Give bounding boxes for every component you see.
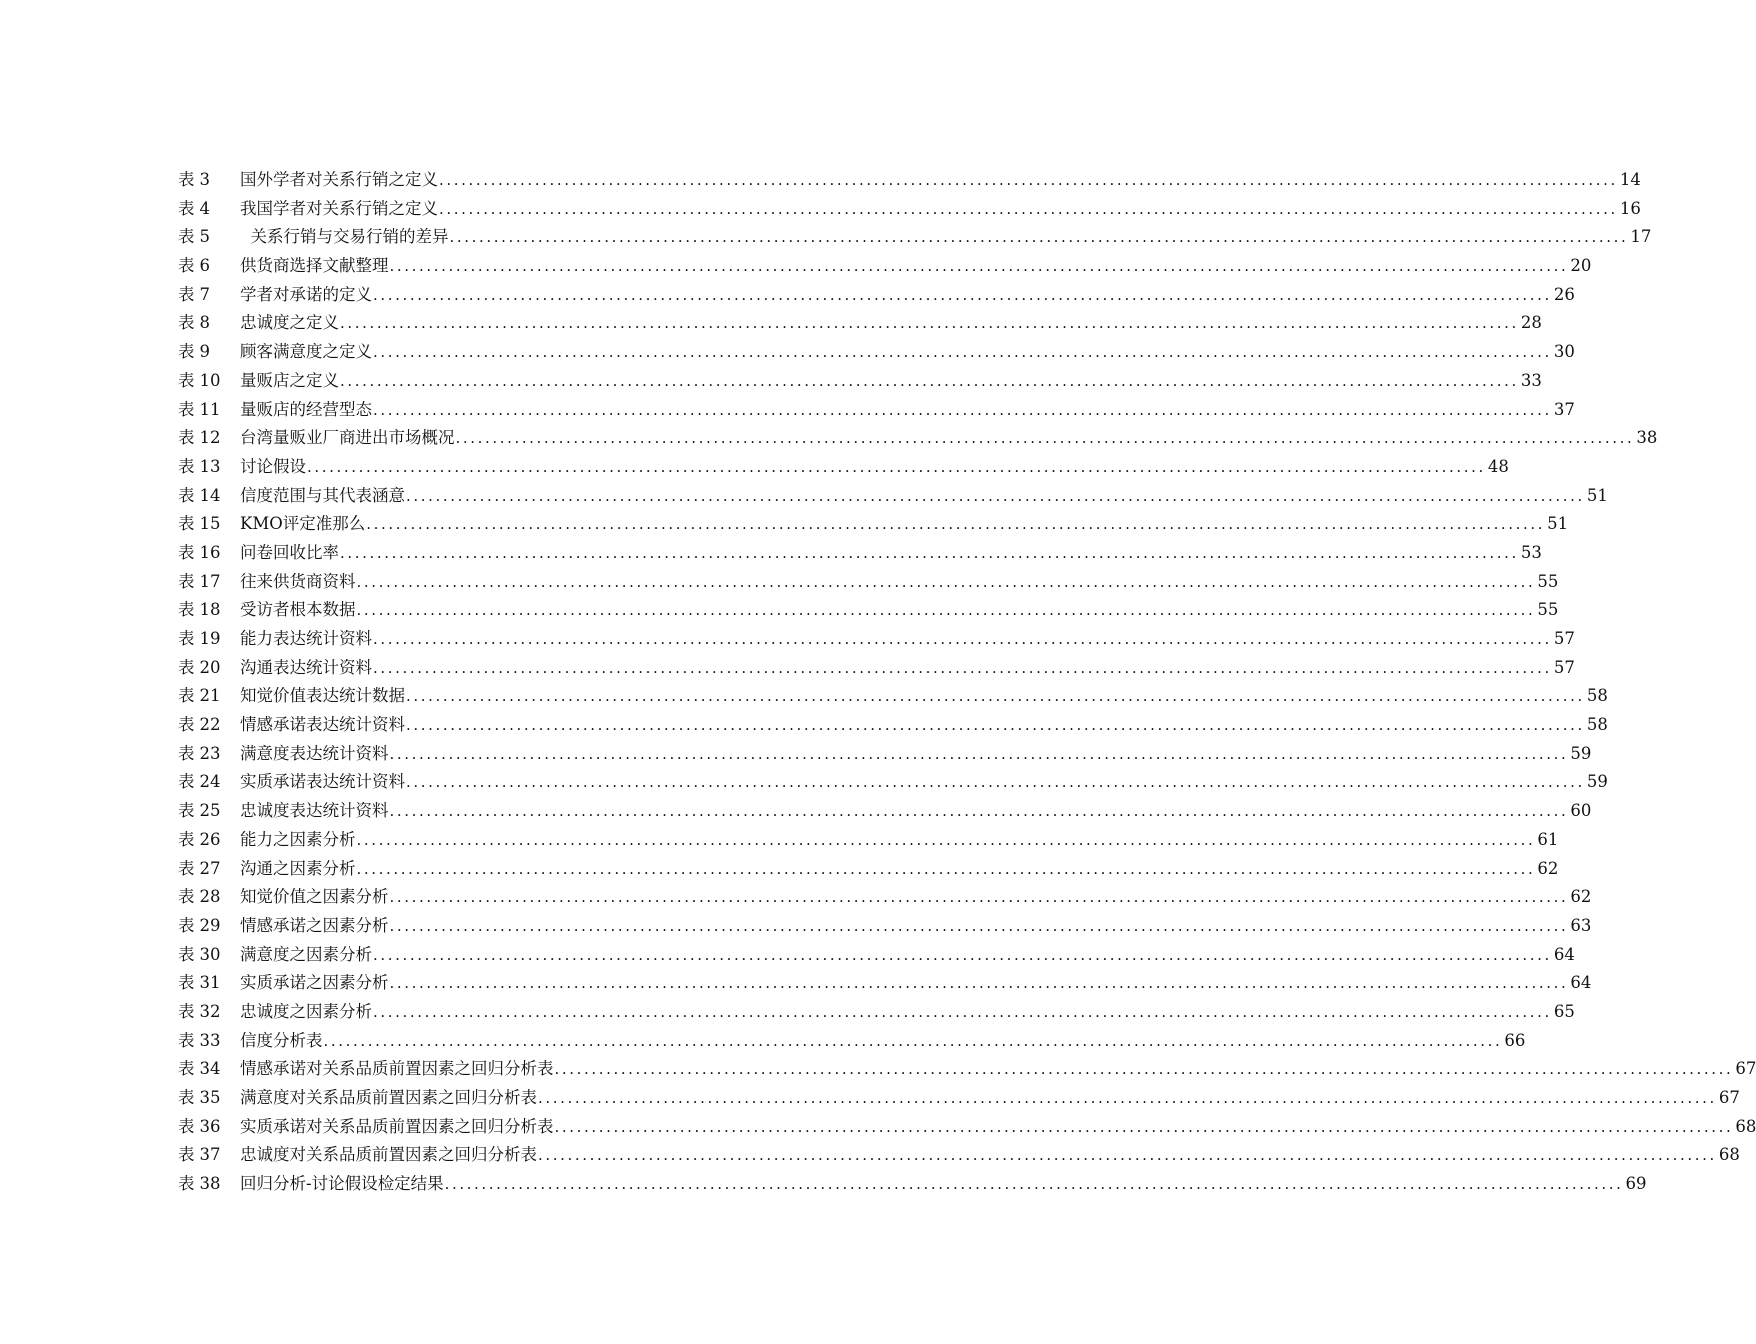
toc-dot-leader: ................................................................................................................................................................ bbox=[439, 199, 1618, 218]
toc-entry-label bbox=[178, 1170, 240, 1199]
toc-entry-number: 30 bbox=[199, 944, 221, 964]
toc-entry-title: 国外学者对关系行销之定义 bbox=[240, 170, 438, 189]
toc-entry[interactable] bbox=[178, 998, 1575, 1027]
toc-entry-title: 忠诚度对关系品质前置因素之回归分析表 bbox=[240, 1145, 537, 1165]
toc-entry-prefix: 表 bbox=[178, 1001, 195, 1021]
toc-entry-prefix: 表 bbox=[178, 915, 195, 935]
toc-dot-leader: ................................................................................................................................................................ bbox=[439, 171, 1618, 189]
toc-entry-number: 25 bbox=[199, 801, 221, 821]
toc-entry[interactable] bbox=[178, 1084, 1740, 1113]
toc-dot-leader: ................................................................................................................................................................ bbox=[449, 228, 1629, 247]
toc-entry-label bbox=[178, 1113, 240, 1142]
toc-dot-leader: ................................................................................................................................................................ bbox=[356, 601, 1536, 620]
toc-entry[interactable] bbox=[178, 625, 1575, 654]
toc-entry-title: 忠诚度表达统计资料 bbox=[240, 801, 389, 821]
toc-entry-label bbox=[178, 625, 240, 654]
toc-entry-label bbox=[178, 855, 240, 884]
toc-entry[interactable] bbox=[178, 568, 1559, 597]
toc-dot-leader: ................................................................................................................................................................ bbox=[373, 1002, 1552, 1021]
table-of-contents-list bbox=[178, 166, 1756, 1199]
toc-entry-label bbox=[178, 223, 240, 252]
toc-entry[interactable] bbox=[178, 682, 1608, 711]
toc-entry[interactable] bbox=[178, 740, 1592, 769]
toc-entry-page-number: 64 bbox=[1570, 973, 1592, 993]
toc-entry-label bbox=[178, 1027, 240, 1056]
toc-entry-title: KMO评定准那么 bbox=[240, 514, 366, 534]
toc-entry[interactable] bbox=[178, 855, 1559, 884]
toc-entry-number: 21 bbox=[199, 686, 221, 706]
toc-entry-number: 27 bbox=[199, 858, 221, 878]
toc-entry-page-number: 58 bbox=[1586, 686, 1608, 706]
toc-entry-page-number: 30 bbox=[1553, 342, 1575, 362]
toc-entry-number: 26 bbox=[199, 829, 221, 849]
toc-entry-number: 14 bbox=[199, 485, 221, 505]
toc-entry-label bbox=[178, 453, 240, 482]
toc-entry-number: 33 bbox=[199, 1030, 221, 1050]
toc-entry-label bbox=[178, 1141, 240, 1170]
toc-entry-prefix: 表 bbox=[178, 456, 195, 476]
toc-dot-leader: ................................................................................................................................................................ bbox=[554, 1060, 1734, 1079]
toc-entry-page-number: 55 bbox=[1537, 571, 1559, 591]
toc-entry-title: 忠诚度之定义 bbox=[240, 313, 339, 333]
toc-entry-title: 能力表达统计资料 bbox=[240, 629, 372, 648]
toc-entry-number: 8 bbox=[199, 313, 210, 333]
toc-entry-prefix: 表 bbox=[178, 1116, 195, 1136]
toc-entry-prefix: 表 bbox=[178, 1059, 195, 1079]
toc-entry-title: 情感承诺对关系品质前置因素之回归分析表 bbox=[240, 1059, 554, 1079]
toc-entry[interactable] bbox=[178, 826, 1559, 855]
toc-entry-page-number: 63 bbox=[1570, 915, 1592, 935]
toc-entry[interactable] bbox=[178, 223, 1652, 252]
toc-entry[interactable] bbox=[178, 768, 1608, 797]
toc-entry-label bbox=[178, 195, 240, 224]
toc-entry-prefix: 表 bbox=[178, 342, 195, 362]
toc-entry-number: 37 bbox=[199, 1145, 221, 1165]
toc-entry-title: 满意度之因素分析 bbox=[240, 944, 372, 964]
toc-entry-title: 往来供货商资料 bbox=[240, 571, 356, 591]
toc-entry-label bbox=[178, 912, 240, 941]
toc-entry-prefix: 表 bbox=[178, 1145, 195, 1165]
toc-entry[interactable] bbox=[178, 797, 1592, 826]
toc-entry-title: 供货商选择文献整理 bbox=[240, 256, 389, 276]
toc-dot-leader: ................................................................................................................................................................ bbox=[455, 429, 1635, 448]
toc-entry-prefix: 表 bbox=[178, 657, 195, 677]
toc-entry-label bbox=[178, 998, 240, 1027]
toc-entry-title: 量贩店的经营型态 bbox=[240, 399, 372, 419]
toc-entry-label bbox=[178, 482, 240, 511]
toc-entry-page-number: 48 bbox=[1487, 456, 1509, 476]
toc-dot-leader: ................................................................................................................................................................ bbox=[444, 1175, 1624, 1194]
toc-entry-title: 关系行销与交易行销的差异 bbox=[240, 227, 449, 247]
toc-dot-leader: ................................................................................................................................................................ bbox=[406, 687, 1585, 706]
toc-entry-label bbox=[178, 596, 240, 625]
toc-dot-leader: ................................................................................................................................................................ bbox=[373, 285, 1552, 304]
toc-entry-prefix: 表 bbox=[178, 198, 195, 218]
toc-entry-prefix: 表 bbox=[178, 1088, 195, 1107]
toc-entry-title: 实质承诺之因素分析 bbox=[240, 973, 389, 993]
toc-entry-prefix: 表 bbox=[178, 571, 195, 591]
toc-entry-number: 12 bbox=[199, 428, 221, 448]
toc-entry-label bbox=[178, 1084, 240, 1113]
toc-entry-prefix: 表 bbox=[178, 399, 195, 419]
toc-entry-number: 34 bbox=[199, 1059, 221, 1079]
toc-entry-number: 9 bbox=[199, 342, 210, 362]
toc-entry-prefix: 表 bbox=[178, 686, 195, 706]
toc-dot-leader: ................................................................................................................................................................ bbox=[340, 543, 1519, 562]
toc-entry[interactable] bbox=[178, 338, 1575, 367]
toc-entry-label bbox=[178, 826, 240, 855]
toc-entry-prefix: 表 bbox=[178, 170, 195, 189]
toc-entry-title: 沟通表达统计资料 bbox=[240, 657, 372, 677]
toc-entry-number: 28 bbox=[199, 887, 221, 907]
toc-entry-prefix: 表 bbox=[178, 227, 195, 247]
toc-entry-title: 问卷回收比率 bbox=[240, 542, 339, 562]
toc-entry-prefix: 表 bbox=[178, 313, 195, 333]
toc-entry-page-number: 51 bbox=[1547, 514, 1569, 534]
toc-entry-label bbox=[178, 367, 240, 396]
toc-dot-leader: ................................................................................................................................................................ bbox=[356, 859, 1536, 878]
toc-entry-prefix: 表 bbox=[178, 256, 195, 276]
toc-entry-page-number: 14 bbox=[1619, 170, 1641, 189]
toc-dot-leader: ................................................................................................................................................................ bbox=[340, 371, 1519, 390]
toc-dot-leader: ................................................................................................................................................................ bbox=[373, 400, 1552, 419]
toc-dot-leader: ................................................................................................................................................................ bbox=[389, 974, 1569, 993]
toc-entry-prefix: 表 bbox=[178, 600, 195, 620]
toc-entry-title: 能力之因素分析 bbox=[240, 829, 356, 849]
toc-entry-number: 5 bbox=[199, 227, 210, 247]
toc-entry-number: 10 bbox=[199, 370, 221, 390]
toc-entry-page-number: 51 bbox=[1586, 485, 1608, 505]
toc-entry-label bbox=[178, 740, 240, 769]
toc-dot-leader: ................................................................................................................................................................ bbox=[373, 343, 1552, 362]
toc-entry[interactable] bbox=[178, 1141, 1740, 1170]
toc-entry-page-number: 53 bbox=[1520, 542, 1542, 562]
toc-entry-prefix: 表 bbox=[178, 743, 195, 763]
toc-entry-number: 15 bbox=[199, 514, 221, 534]
toc-entry[interactable] bbox=[178, 309, 1542, 338]
toc-entry-label bbox=[178, 309, 240, 338]
toc-entry-page-number: 68 bbox=[1735, 1116, 1756, 1136]
toc-entry-prefix: 表 bbox=[178, 514, 195, 534]
toc-entry-title: 讨论假设 bbox=[240, 456, 306, 476]
toc-entry-label bbox=[178, 711, 240, 740]
toc-entry-label bbox=[178, 539, 240, 568]
toc-entry-number: 35 bbox=[199, 1088, 221, 1107]
toc-entry-prefix: 表 bbox=[178, 284, 195, 304]
toc-entry-number: 24 bbox=[199, 772, 221, 792]
toc-entry-prefix: 表 bbox=[178, 944, 195, 964]
toc-dot-leader: ................................................................................................................................................................ bbox=[356, 572, 1536, 591]
toc-entry[interactable] bbox=[178, 252, 1592, 281]
toc-entry-title: 信度分析表 bbox=[240, 1030, 323, 1050]
toc-entry-title: 受访者根本数据 bbox=[240, 600, 356, 620]
toc-dot-leader: ................................................................................................................................................................ bbox=[554, 1117, 1734, 1136]
toc-entry[interactable] bbox=[178, 1170, 1647, 1199]
toc-entry-number: 19 bbox=[199, 629, 221, 648]
toc-dot-leader: ................................................................................................................................................................ bbox=[389, 257, 1569, 276]
toc-entry-page-number: 33 bbox=[1520, 370, 1542, 390]
toc-entry-number: 11 bbox=[199, 399, 221, 419]
toc-entry-number: 16 bbox=[199, 542, 221, 562]
toc-entry-number: 18 bbox=[199, 600, 221, 620]
toc-entry-label bbox=[178, 969, 240, 998]
toc-entry[interactable] bbox=[178, 1055, 1756, 1084]
toc-entry-label bbox=[178, 883, 240, 912]
toc-entry-number: 32 bbox=[199, 1001, 221, 1021]
toc-dot-leader: ................................................................................................................................................................ bbox=[366, 515, 1546, 534]
toc-dot-leader: ................................................................................................................................................................ bbox=[373, 630, 1552, 648]
toc-entry-page-number: 62 bbox=[1570, 887, 1592, 907]
toc-entry-title: 满意度对关系品质前置因素之回归分析表 bbox=[240, 1088, 537, 1107]
toc-entry-title: 沟通之因素分析 bbox=[240, 858, 356, 878]
toc-entry-label bbox=[178, 654, 240, 683]
toc-dot-leader: ................................................................................................................................................................ bbox=[389, 888, 1569, 907]
toc-dot-leader: ................................................................................................................................................................ bbox=[373, 945, 1552, 964]
toc-entry-title: 情感承诺表达统计资料 bbox=[240, 715, 405, 735]
toc-entry-page-number: 61 bbox=[1537, 829, 1559, 849]
toc-entry-page-number: 26 bbox=[1553, 284, 1575, 304]
toc-entry-label bbox=[178, 941, 240, 970]
toc-entry[interactable] bbox=[178, 941, 1575, 970]
toc-dot-leader: ................................................................................................................................................................ bbox=[389, 802, 1569, 821]
toc-entry-title: 情感承诺之因素分析 bbox=[240, 915, 389, 935]
toc-entry-prefix: 表 bbox=[178, 973, 195, 993]
toc-dot-leader: ................................................................................................................................................................ bbox=[323, 1031, 1503, 1050]
toc-entry-prefix: 表 bbox=[178, 1030, 195, 1050]
toc-entry-number: 20 bbox=[199, 657, 221, 677]
toc-entry-page-number: 59 bbox=[1586, 772, 1608, 792]
toc-entry-page-number: 62 bbox=[1537, 858, 1559, 878]
toc-entry-number: 17 bbox=[199, 571, 221, 591]
toc-entry-label bbox=[178, 252, 240, 281]
toc-entry-title: 满意度表达统计资料 bbox=[240, 743, 389, 763]
toc-entry-label bbox=[178, 424, 240, 453]
toc-entry-page-number: 16 bbox=[1619, 198, 1641, 218]
toc-entry-page-number: 65 bbox=[1553, 1001, 1575, 1021]
toc-entry-page-number: 68 bbox=[1718, 1145, 1740, 1165]
toc-entry-page-number: 55 bbox=[1537, 600, 1559, 620]
toc-entry-number: 6 bbox=[199, 256, 210, 276]
toc-entry-page-number: 59 bbox=[1570, 743, 1592, 763]
toc-entry-page-number: 20 bbox=[1570, 256, 1592, 276]
toc-dot-leader: ................................................................................................................................................................ bbox=[538, 1146, 1717, 1165]
toc-entry-prefix: 表 bbox=[178, 485, 195, 505]
toc-entry-number: 38 bbox=[199, 1174, 221, 1194]
toc-entry-page-number: 28 bbox=[1520, 313, 1542, 333]
toc-entry-page-number: 67 bbox=[1735, 1059, 1756, 1079]
toc-entry-number: 36 bbox=[199, 1116, 221, 1136]
toc-entry-prefix: 表 bbox=[178, 858, 195, 878]
toc-entry-prefix: 表 bbox=[178, 715, 195, 735]
toc-entry-title: 我国学者对关系行销之定义 bbox=[240, 198, 438, 218]
toc-entry-number: 3 bbox=[199, 170, 210, 189]
toc-entry-page-number: 57 bbox=[1553, 657, 1575, 677]
toc-entry[interactable] bbox=[178, 166, 1641, 195]
toc-entry[interactable] bbox=[178, 596, 1559, 625]
toc-entry[interactable] bbox=[178, 396, 1575, 425]
toc-dot-leader: ................................................................................................................................................................ bbox=[389, 916, 1569, 935]
toc-entry-page-number: 58 bbox=[1586, 715, 1608, 735]
toc-entry[interactable] bbox=[178, 539, 1542, 568]
toc-entry-label bbox=[178, 166, 240, 195]
toc-entry[interactable] bbox=[178, 1027, 1526, 1056]
toc-entry-title: 实质承诺表达统计资料 bbox=[240, 772, 405, 792]
toc-entry-title: 学者对承诺的定义 bbox=[240, 284, 372, 304]
toc-entry-page-number: 67 bbox=[1718, 1088, 1740, 1107]
toc-entry-title: 忠诚度之因素分析 bbox=[240, 1001, 372, 1021]
toc-entry-page-number: 57 bbox=[1553, 629, 1575, 648]
toc-entry-prefix: 表 bbox=[178, 428, 195, 448]
toc-entry-title: 知觉价值表达统计数据 bbox=[240, 686, 405, 706]
toc-entry[interactable] bbox=[178, 281, 1575, 310]
toc-entry-number: 22 bbox=[199, 715, 221, 735]
toc-entry[interactable] bbox=[178, 912, 1592, 941]
toc-entry-title: 信度范围与其代表涵意 bbox=[240, 485, 405, 505]
toc-entry-page-number: 37 bbox=[1553, 399, 1575, 419]
toc-dot-leader: ................................................................................................................................................................ bbox=[406, 773, 1585, 792]
toc-entry[interactable] bbox=[178, 195, 1641, 224]
toc-entry-page-number: 69 bbox=[1625, 1174, 1647, 1194]
toc-entry-label bbox=[178, 510, 240, 539]
toc-entry-number: 4 bbox=[199, 198, 210, 218]
toc-entry-label bbox=[178, 797, 240, 826]
toc-entry[interactable] bbox=[178, 424, 1658, 453]
toc-entry-title: 量贩店之定义 bbox=[240, 370, 339, 390]
toc-entry[interactable] bbox=[178, 367, 1542, 396]
toc-entry-label bbox=[178, 682, 240, 711]
toc-entry-page-number: 64 bbox=[1553, 944, 1575, 964]
toc-entry-title: 实质承诺对关系品质前置因素之回归分析表 bbox=[240, 1116, 554, 1136]
toc-entry-number: 23 bbox=[199, 743, 221, 763]
toc-entry-prefix: 表 bbox=[178, 829, 195, 849]
toc-entry-title: 知觉价值之因素分析 bbox=[240, 887, 389, 907]
toc-entry[interactable] bbox=[178, 969, 1592, 998]
toc-entry[interactable] bbox=[178, 1113, 1756, 1142]
toc-entry-prefix: 表 bbox=[178, 887, 195, 907]
toc-entry-prefix: 表 bbox=[178, 801, 195, 821]
toc-entry-number: 31 bbox=[199, 973, 221, 993]
toc-entry-prefix: 表 bbox=[178, 542, 195, 562]
toc-entry-label bbox=[178, 768, 240, 797]
toc-dot-leader: ................................................................................................................................................................ bbox=[538, 1089, 1717, 1107]
toc-dot-leader: ................................................................................................................................................................ bbox=[406, 486, 1585, 505]
toc-entry-page-number: 60 bbox=[1570, 801, 1592, 821]
toc-entry-page-number: 38 bbox=[1636, 428, 1658, 448]
toc-entry-number: 7 bbox=[199, 284, 210, 304]
toc-dot-leader: ................................................................................................................................................................ bbox=[307, 457, 1486, 476]
toc-entry-number: 29 bbox=[199, 915, 221, 935]
toc-entry-number: 13 bbox=[199, 456, 221, 476]
toc-entry-prefix: 表 bbox=[178, 629, 195, 648]
toc-dot-leader: ................................................................................................................................................................ bbox=[389, 744, 1569, 763]
toc-entry-page-number: 66 bbox=[1504, 1030, 1526, 1050]
toc-entry-prefix: 表 bbox=[178, 370, 195, 390]
toc-entry[interactable] bbox=[178, 453, 1509, 482]
toc-dot-leader: ................................................................................................................................................................ bbox=[373, 658, 1552, 677]
toc-entry[interactable] bbox=[178, 711, 1608, 740]
toc-entry-title: 回归分析-讨论假设检定结果 bbox=[240, 1174, 444, 1194]
toc-dot-leader: ................................................................................................................................................................ bbox=[356, 830, 1536, 849]
toc-entry-label bbox=[178, 1055, 240, 1084]
toc-entry[interactable] bbox=[178, 883, 1592, 912]
toc-entry[interactable] bbox=[178, 510, 1569, 539]
toc-entry-title: 顾客满意度之定义 bbox=[240, 342, 372, 362]
toc-entry-label bbox=[178, 281, 240, 310]
toc-entry-prefix: 表 bbox=[178, 772, 195, 792]
toc-entry-label bbox=[178, 568, 240, 597]
toc-entry-label bbox=[178, 338, 240, 367]
toc-entry[interactable] bbox=[178, 654, 1575, 683]
toc-dot-leader: ................................................................................................................................................................ bbox=[406, 716, 1585, 735]
toc-entry-prefix: 表 bbox=[178, 1174, 195, 1194]
toc-entry-page-number: 17 bbox=[1630, 227, 1652, 247]
toc-entry-title: 台湾量贩业厂商进出市场概况 bbox=[240, 428, 455, 448]
toc-entry-label bbox=[178, 396, 240, 425]
toc-dot-leader: ................................................................................................................................................................ bbox=[340, 314, 1519, 333]
toc-entry[interactable] bbox=[178, 482, 1608, 511]
